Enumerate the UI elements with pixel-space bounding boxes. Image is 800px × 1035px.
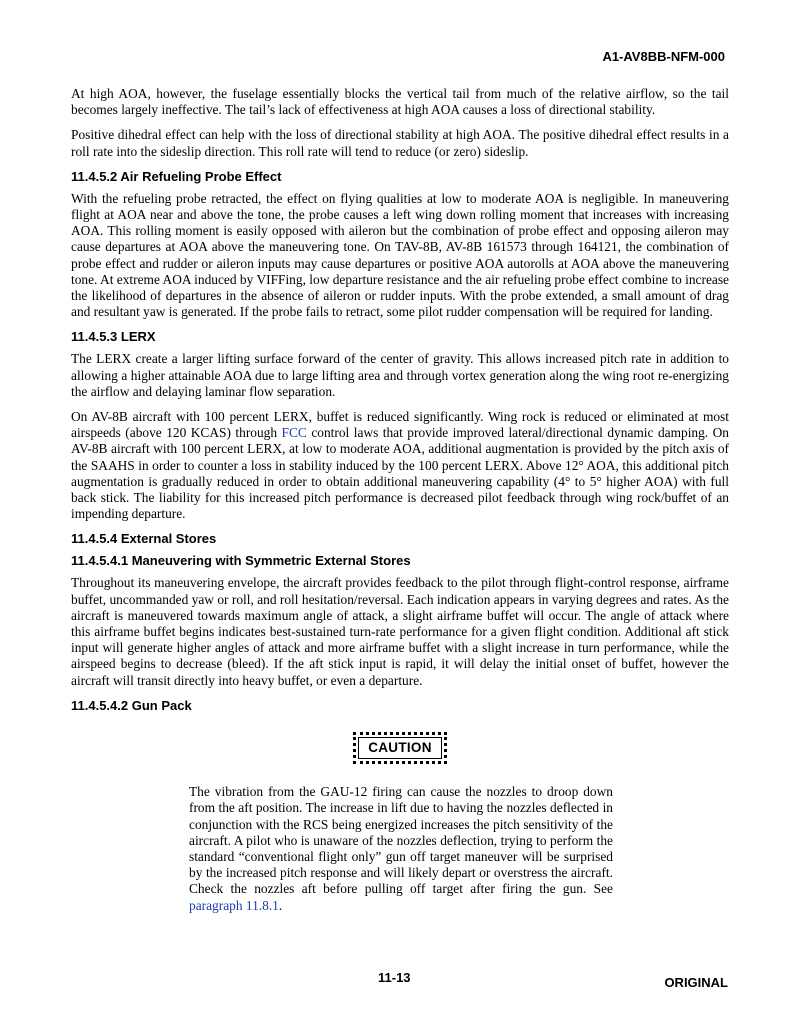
revision-status: ORIGINAL xyxy=(664,975,728,990)
section-heading-11-4-5-4-1: 11.4.5.4.1 Maneuvering with Symmetric External Stores xyxy=(71,553,411,569)
paragraph: At high AOA, however, the fuselage essentially blocks the vertical tail from much of the relative airflow, so the tail becomes largely ineffective. The tail’s lack of effectiveness at high AOA causes a loss of directional stability. xyxy=(71,86,729,118)
caution-text xyxy=(189,784,613,914)
document-id: A1-AV8BB-NFM-000 xyxy=(602,49,725,64)
page-body xyxy=(71,86,729,923)
paragraph xyxy=(71,409,729,522)
paragraph: Positive dihedral effect can help with the loss of directional stability at high AOA. The positive dihedral effect results in a roll rate into the sideslip direction. This roll rate will tend to reduce (or zero) sideslip. xyxy=(71,127,729,159)
section-heading-11-4-5-2: 11.4.5.2 Air Refueling Probe Effect xyxy=(71,168,282,184)
text-span: The vibration from the GAU-12 firing can cause the nozzles to droop down from the aft position. The increase in lift due to having the nozzles deflected in conjunction with the RCS being energized increases the pitch sensitivity of the aircraft. A pilot who is unaware of the nozzles deflection, trying to perform the standard “conventional flight only” gun off target maneuver will be surprised by the increased pitch response and will likely depart or overstress the aircraft. Check the nozzles aft before pulling off target after firing the gun. See xyxy=(189,784,613,897)
section-heading-11-4-5-4-2: 11.4.5.4.2 Gun Pack xyxy=(71,697,192,713)
caution-label: CAUTION xyxy=(353,732,447,764)
section-heading-11-4-5-4: 11.4.5.4 External Stores xyxy=(71,531,217,547)
section-heading-11-4-5-3: 11.4.5.3 LERX xyxy=(71,329,156,345)
paragraph: Throughout its maneuvering envelope, the aircraft provides feedback to the pilot through flight-control response, airframe buffet, uncommanded yaw or roll, and roll hesitation/reversal. Each indication appears in varying degrees and rates. As the aircraft is maneuvered towards maximum angle of attack, a slight airframe buffet will occur. The angle of attack where this airframe buffet begins indicates best-sustained turn-rate performance for a given flight condition. Additional aft stick input will generate higher angles of attack and more airframe buffet with a slight increase in turn performance, while the airspeed begins to decrease (bleed). If the aft stick input is rapid, it will delay the initial onset of buffet, however the aircraft will transit directly into heavy buffet, or even a departure. xyxy=(71,575,729,688)
text-span: On AV-8B aircraft with 100 percent LERX, buffet is reduced significantly. Wing rock is reduced or eliminated at most airspeeds (above 120 KCAS) through xyxy=(71,409,729,441)
paragraph: With the refueling probe retracted, the effect on flying qualities at low to moderate AOA is negligible. In maneuvering flight at AOA near and above the tone, the probe causes a left wing down rolling moment that increases with increasing AOA. This rolling moment is easily opposed with aileron but the combination of probe effect and opposing aileron may cause departures at AOA above the maneuvering tone. On TAV-8B, AV-8B 161573 through 164121, the combination of probe effect and rudder or aileron inputs may cause departures or positive AOA autorolls at AOA above the maneuvering tone. At extreme AOA induced by VIFFing, low departure resistance and the air refueling probe effect combine to increase the likelihood of departures in the absence of aileron or rudder inputs. With the probe extended, a small amount of drag and resultant yaw is generated. If the probe fails to retract, some pilot rudder compensation will be required for landing. xyxy=(71,190,729,320)
caution-banner xyxy=(71,732,729,764)
page-number: 11-13 xyxy=(378,970,411,985)
text-span: control laws that provide improved lateral/directional dynamic damping. On AV-8B aircraft with 100 percent LERX, at low to moderate AOA, additional augmentation is provided by the pitch axis of the SAAHS in order to counter a loss in stability induced by the 100 percent LERX. Above 12° AOA, this additional pitch augmentation is gradually reduced in order to obtain additional maneuvering capability (4° to 5° higher AOA) with full back stick. The liability for this increased pitch performance is decreased pilot feedback through wing rock/buffet of an impending departure. xyxy=(71,425,729,522)
paragraph-11-8-1-link[interactable]: paragraph 11.8.1 xyxy=(189,897,279,913)
fcc-link[interactable]: FCC xyxy=(281,425,307,441)
paragraph: The LERX create a larger lifting surface forward of the center of gravity. This allows increased pitch rate in addition to allowing a higher attainable AOA due to large lifting area and through vortex generation along the wing root re-energizing the airflow and delaying laminar flow separation. xyxy=(71,351,729,399)
text-span: . xyxy=(278,897,283,913)
